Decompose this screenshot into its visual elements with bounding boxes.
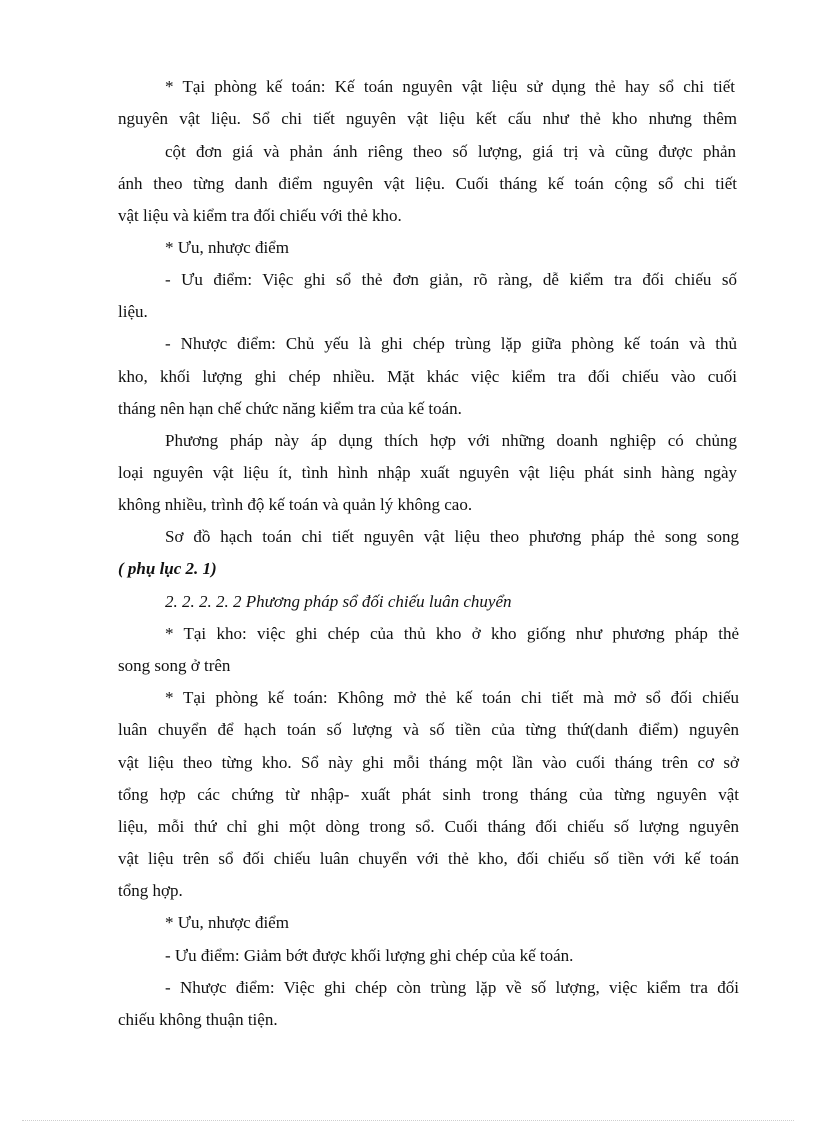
body-line: vật liệu và kiểm tra đối chiếu với thẻ kho. (118, 206, 402, 225)
body-line: * Tại kho: việc ghi chép của thủ kho ở kho giống như phương pháp thẻ (165, 624, 739, 643)
body-line: vật liệu trên sổ đối chiếu luân chuyển với thẻ kho, đối chiếu số tiền với kế toán (118, 849, 739, 868)
body-line: kho, khối lượng ghi chép nhiều. Mặt khác việc kiểm tra đối chiếu vào cuối (118, 367, 737, 386)
body-line: * Tại phòng kế toán: Không mở thẻ kế toán chi tiết mà mở sổ đối chiếu (165, 688, 739, 707)
page-bottom-divider (22, 1120, 794, 1121)
body-line: liệu. (118, 302, 148, 321)
body-line: song song ở trên (118, 656, 231, 675)
body-line: nguyên vật liệu. Sổ chi tiết nguyên vật liệu kết cấu như thẻ kho nhưng thêm (118, 109, 737, 128)
body-line: Phương pháp này áp dụng thích hợp với những doanh nghiệp có chủng (165, 431, 737, 450)
body-line: tháng nên hạn chế chức năng kiểm tra của kế toán. (118, 399, 462, 418)
body-line: chiếu không thuận tiện. (118, 1010, 278, 1029)
body-line: luân chuyển để hạch toán số lượng và số tiền của từng thứ(danh điểm) nguyên (118, 720, 739, 739)
body-line: tổng hợp. (118, 881, 183, 900)
body-line: - Nhược điểm: Chủ yếu là ghi chép trùng lặp giữa phòng kế toán và thủ (165, 334, 737, 353)
body-line: - Ưu điểm: Giảm bớt được khối lượng ghi chép của kế toán. (165, 946, 574, 965)
body-line: Sơ đồ hạch toán chi tiết nguyên vật liệu theo phương pháp thẻ song song (165, 527, 739, 546)
appendix-reference: ( phụ lục 2. 1) (118, 559, 217, 578)
body-line: cột đơn giá và phản ánh riêng theo số lượng, giá trị và cũng được phản (165, 142, 736, 161)
body-line: liệu, mỗi thứ chỉ ghi một dòng trong sổ. Cuối tháng đối chiếu số lượng nguyên (118, 817, 739, 836)
body-line: ánh theo từng danh điểm nguyên vật liệu. Cuối tháng kế toán cộng sổ chi tiết (118, 174, 737, 193)
body-line: * Ưu, nhược điểm (165, 913, 289, 932)
body-line: - Ưu điểm: Việc ghi sổ thẻ đơn giản, rõ ràng, dễ kiểm tra đối chiếu số (165, 270, 737, 289)
body-line: - Nhược điểm: Việc ghi chép còn trùng lặp về số lượng, việc kiểm tra đối (165, 978, 739, 997)
body-line: không nhiều, trình độ kế toán và quản lý không cao. (118, 495, 473, 514)
section-heading: 2. 2. 2. 2. 2 Phương pháp sổ đối chiếu luân chuyển (165, 592, 512, 611)
body-line: vật liệu theo từng kho. Sổ này ghi mỗi tháng một lần vào cuối tháng trên cơ sở (118, 753, 739, 772)
body-line: * Ưu, nhược điểm (165, 238, 289, 257)
body-line: * Tại phòng kế toán: Kế toán nguyên vật liệu sử dụng thẻ hay sổ chi tiết (165, 77, 735, 96)
body-line: tổng hợp các chứng từ nhập- xuất phát sinh trong tháng của từng nguyên vật (118, 785, 739, 804)
body-line: loại nguyên vật liệu ít, tình hình nhập xuất nguyên vật liệu phát sinh hàng ngày (118, 463, 737, 482)
